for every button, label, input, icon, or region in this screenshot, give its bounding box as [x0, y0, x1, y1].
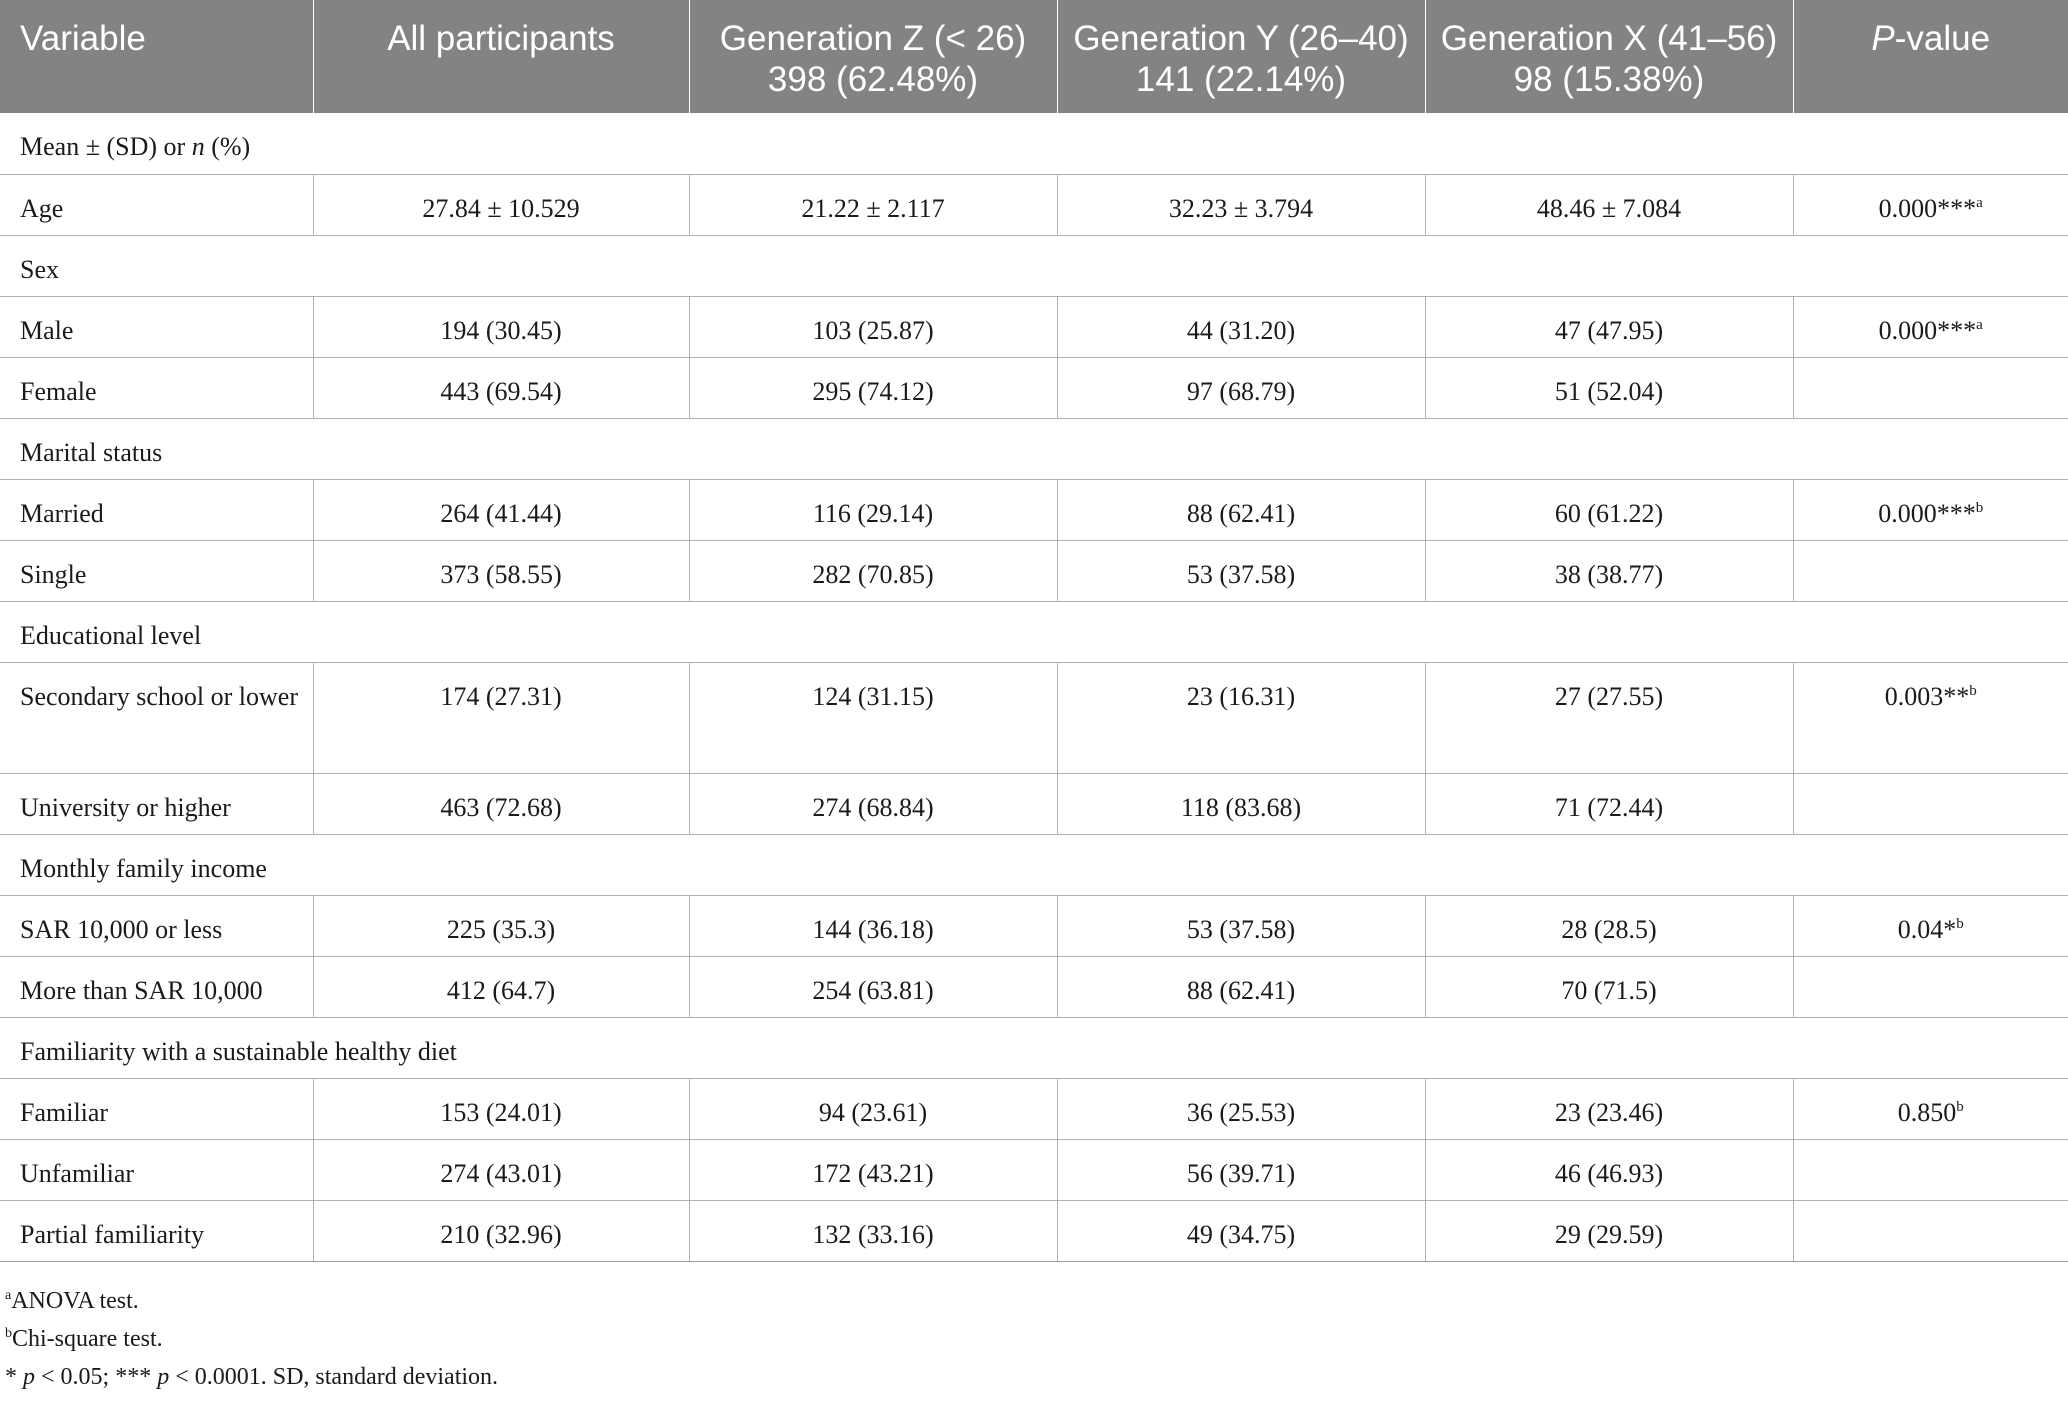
cell-generation-z: 254 (63.81) [689, 956, 1057, 1017]
cell-p-value [1793, 1200, 2068, 1261]
section-row [0, 834, 2068, 895]
section-label: Sex [0, 235, 2068, 296]
cell-p-value [1793, 956, 2068, 1017]
cell-generation-z: 116 (29.14) [689, 479, 1057, 540]
cell-generation-x: 23 (23.46) [1425, 1078, 1793, 1139]
cell-generation-x: 70 (71.5) [1425, 956, 1793, 1017]
cell-generation-x: 60 (61.22) [1425, 479, 1793, 540]
footnote-b-marker: b [5, 1326, 12, 1341]
cell-p-value [1793, 895, 2068, 956]
cell-generation-y: 23 (16.31) [1057, 662, 1425, 773]
cell-generation-x: 47 (47.95) [1425, 296, 1793, 357]
p-value-superscript: b [1969, 682, 1977, 699]
p-value-superscript: a [1976, 316, 1983, 333]
subheader-cell [0, 113, 2068, 174]
cell-generation-z: 94 (23.61) [689, 1078, 1057, 1139]
cell-generation-y: 49 (34.75) [1057, 1200, 1425, 1261]
cell-generation-z: 21.22 ± 2.117 [689, 174, 1057, 235]
section-label: Educational level [0, 601, 2068, 662]
row-label: Partial familiarity [0, 1200, 313, 1261]
cell-generation-x: 38 (38.77) [1425, 540, 1793, 601]
table-row [0, 1200, 2068, 1261]
cell-generation-x: 51 (52.04) [1425, 357, 1793, 418]
cell-p-value [1793, 540, 2068, 601]
header-generation-z: Generation Z (< 26) 398 (62.48%) [689, 0, 1057, 113]
row-label: Female [0, 357, 313, 418]
cell-p-value [1793, 773, 2068, 834]
subheader-suffix: (%) [204, 132, 251, 161]
cell-p-value [1793, 1139, 2068, 1200]
cell-all-participants: 264 (41.44) [313, 479, 689, 540]
cell-all-participants: 153 (24.01) [313, 1078, 689, 1139]
p-value-text: 0.850 [1897, 1097, 1957, 1127]
cell-generation-x: 27 (27.55) [1425, 662, 1793, 773]
section-row [0, 601, 2068, 662]
cell-generation-x: 46 (46.93) [1425, 1139, 1793, 1200]
header-p-value [1793, 0, 2068, 113]
table-row [0, 773, 2068, 834]
cell-all-participants: 210 (32.96) [313, 1200, 689, 1261]
table-row [0, 1139, 2068, 1200]
footnote-star1: * [5, 1364, 23, 1390]
table-row [0, 296, 2068, 357]
footnote-anova [5, 1282, 498, 1320]
row-label: Male [0, 296, 313, 357]
table-row [0, 956, 2068, 1017]
section-row [0, 418, 2068, 479]
cell-generation-z: 282 (70.85) [689, 540, 1057, 601]
cell-generation-z: 172 (43.21) [689, 1139, 1057, 1200]
p-value-text: 0.000*** [1878, 315, 1977, 345]
header-p-italic: P [1871, 19, 1895, 58]
cell-all-participants: 412 (64.7) [313, 956, 689, 1017]
table-row [0, 662, 2068, 773]
cell-p-value [1793, 296, 2068, 357]
cell-generation-z: 295 (74.12) [689, 357, 1057, 418]
cell-generation-y: 97 (68.79) [1057, 357, 1425, 418]
header-variable: Variable [0, 0, 313, 113]
table-row [0, 1078, 2068, 1139]
cell-generation-y: 44 (31.20) [1057, 296, 1425, 357]
row-label: SAR 10,000 or less [0, 895, 313, 956]
cell-all-participants: 443 (69.54) [313, 357, 689, 418]
cell-generation-y: 53 (37.58) [1057, 895, 1425, 956]
cell-generation-y: 36 (25.53) [1057, 1078, 1425, 1139]
row-label: More than SAR 10,000 [0, 956, 313, 1017]
footnote-mid: < 0.05; *** [35, 1364, 158, 1390]
subheader-n: n [191, 132, 205, 161]
cell-generation-x: 28 (28.5) [1425, 895, 1793, 956]
header-generation-x: Generation X (41–56) 98 (15.38%) [1425, 0, 1793, 113]
cell-generation-y: 88 (62.41) [1057, 956, 1425, 1017]
p-value-superscript: a [1976, 194, 1983, 211]
row-label: Married [0, 479, 313, 540]
p-value-text: 0.000*** [1878, 193, 1977, 223]
subheader-row [0, 113, 2068, 174]
row-label: Familiar [0, 1078, 313, 1139]
footnote-b-text: Chi-square test. [12, 1326, 163, 1352]
header-generation-y: Generation Y (26–40) 141 (22.14%) [1057, 0, 1425, 113]
cell-generation-z: 132 (33.16) [689, 1200, 1057, 1261]
section-row [0, 235, 2068, 296]
cell-p-value [1793, 1078, 2068, 1139]
cell-p-value [1793, 662, 2068, 773]
p-value-superscript: b [1956, 915, 1964, 932]
table-footnotes [5, 1282, 498, 1396]
p-value-superscript: b [1956, 1098, 1964, 1115]
cell-generation-y: 53 (37.58) [1057, 540, 1425, 601]
footnote-significance [5, 1358, 498, 1396]
section-label: Marital status [0, 418, 2068, 479]
row-label: Age [0, 174, 313, 235]
cell-generation-z: 274 (68.84) [689, 773, 1057, 834]
cell-generation-z: 144 (36.18) [689, 895, 1057, 956]
table-row [0, 895, 2068, 956]
table-row [0, 174, 2068, 235]
cell-generation-z: 124 (31.15) [689, 662, 1057, 773]
footnote-a-text: ANOVA test. [11, 1288, 139, 1314]
p-value-text: 0.000*** [1878, 498, 1976, 528]
cell-generation-x: 48.46 ± 7.084 [1425, 174, 1793, 235]
table-row [0, 479, 2068, 540]
cell-all-participants: 463 (72.68) [313, 773, 689, 834]
p-value-superscript: b [1975, 499, 1984, 516]
cell-generation-y: 118 (83.68) [1057, 773, 1425, 834]
table-row [0, 357, 2068, 418]
cell-p-value [1793, 479, 2068, 540]
row-label: Single [0, 540, 313, 601]
table-row [0, 540, 2068, 601]
cell-generation-z: 103 (25.87) [689, 296, 1057, 357]
cell-generation-x: 71 (72.44) [1425, 773, 1793, 834]
footnote-p1: p [23, 1364, 35, 1390]
row-label: Unfamiliar [0, 1139, 313, 1200]
section-row [0, 1017, 2068, 1078]
cell-p-value [1793, 174, 2068, 235]
section-label: Familiarity with a sustainable healthy diet [0, 1017, 2068, 1078]
cell-all-participants: 27.84 ± 10.529 [313, 174, 689, 235]
subheader-prefix: Mean ± (SD) or [20, 132, 192, 161]
footnote-end: < 0.0001. SD, standard deviation. [169, 1364, 499, 1390]
cell-all-participants: 174 (27.31) [313, 662, 689, 773]
cell-generation-y: 88 (62.41) [1057, 479, 1425, 540]
header-all-participants: All participants [313, 0, 689, 113]
footnote-a-marker: a [5, 1288, 12, 1303]
cell-all-participants: 194 (30.45) [313, 296, 689, 357]
table-header [0, 0, 2068, 113]
p-value-text: 0.003** [1884, 681, 1970, 711]
cell-generation-x: 29 (29.59) [1425, 1200, 1793, 1261]
p-value-text: 0.04* [1897, 914, 1957, 944]
footnote-p2: p [157, 1364, 170, 1390]
footnote-chi-square [5, 1320, 498, 1358]
row-label: Secondary school or lower [0, 662, 313, 773]
section-label: Monthly family income [0, 834, 2068, 895]
cell-generation-y: 56 (39.71) [1057, 1139, 1425, 1200]
cell-all-participants: 274 (43.01) [313, 1139, 689, 1200]
cell-all-participants: 225 (35.3) [313, 895, 689, 956]
header-p-rest: -value [1894, 19, 1991, 58]
cell-all-participants: 373 (58.55) [313, 540, 689, 601]
cell-p-value [1793, 357, 2068, 418]
row-label: University or higher [0, 773, 313, 834]
cell-generation-y: 32.23 ± 3.794 [1057, 174, 1425, 235]
